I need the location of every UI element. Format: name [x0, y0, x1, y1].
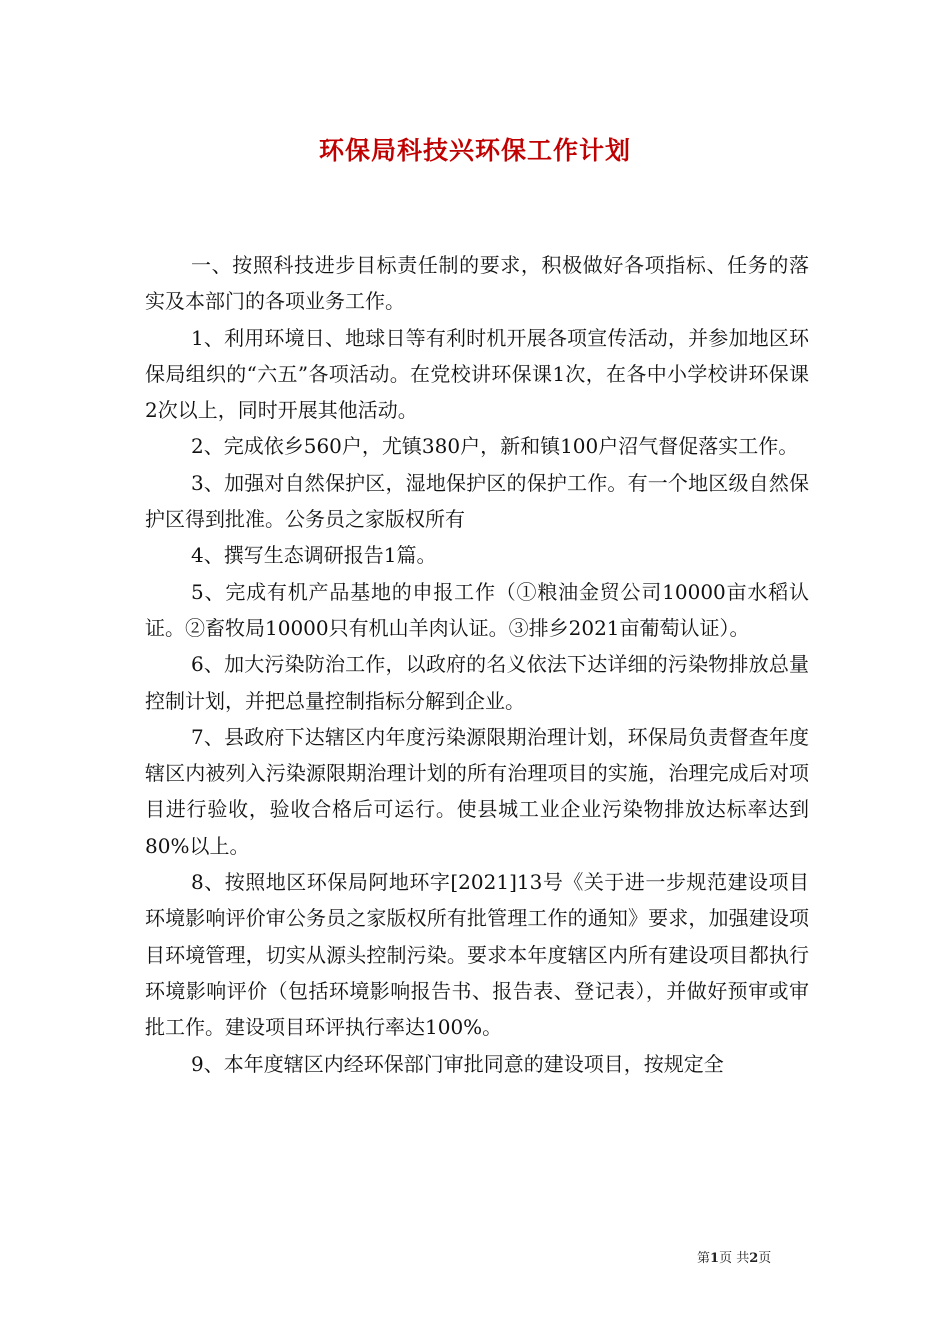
paragraph-2: 1、利用环境日、地球日等有利时机开展各项宣传活动，并参加地区环保局组织的“六五”各项活动。在党校讲环保课1次，在各中小学校讲环保课2次以上，同时开展其他活动。 [145, 325, 809, 423]
footer-prefix: 第 [697, 1251, 711, 1266]
paragraph-4: 3、加强对自然保护区，湿地保护区的保护工作。有一个地区级自然保护区得到批准。公务员之家版权所有 [145, 470, 809, 532]
footer-total-pages: 2 [749, 1251, 759, 1266]
paragraph-1: 一、按照科技进步目标责任制的要求，积极做好各项指标、任务的落实及本部门的各项业务工作。 [145, 253, 809, 314]
paragraph-7: 6、加大污染防治工作，以政府的名义依法下达详细的污染物排放总量控制计划，并把总量控制指标分解到企业。 [145, 652, 809, 713]
document-body [145, 247, 809, 1082]
footer-suffix: 页 [758, 1251, 772, 1266]
page-number-footer [697, 1247, 817, 1266]
footer-middle: 页 共 [719, 1251, 750, 1266]
footer-current-page: 1 [710, 1251, 720, 1266]
paragraph-10: 9、本年度辖区内经环保部门审批同意的建设项目，按规定全 [191, 1051, 724, 1076]
paragraph-9: 8、按照地区环保局阿地环字[2021]13号《关于进一步规范建设项目环境影响评价审公务员之家版权所有批管理工作的通知》要求，加强建设项目环境管理，切实从源头控制污染。要求本年度辖区内所有建设项目都执行环境影响评价（包括环境影响报告书、报告表、登记表），并做好预审或审批工作。建设项目环评执行率达100%。 [145, 870, 809, 1040]
paragraph-6: 5、完成有机产品基地的申报工作（①粮油金贸公司10000亩水稻认证。②畜牧局10000只有机山羊肉认证。③排乡2021亩葡萄认证）。 [145, 579, 809, 640]
paragraph-8: 7、县政府下达辖区内年度污染源限期治理计划，环保局负责督查年度辖区内被列入污染源限期治理计划的所有治理项目的实施，治理完成后对项目进行验收，验收合格后可运行。使县城工业企业污染物排放达标率达到80%以上。 [145, 724, 809, 858]
document-title: 环保局科技兴环保工作计划 [318, 136, 631, 165]
paragraph-5: 4、撰写生态调研报告1篇。 [191, 543, 437, 568]
paragraph-3: 2、完成依乡560户，尤镇380户，新和镇100户沼气督促落实工作。 [191, 434, 799, 459]
